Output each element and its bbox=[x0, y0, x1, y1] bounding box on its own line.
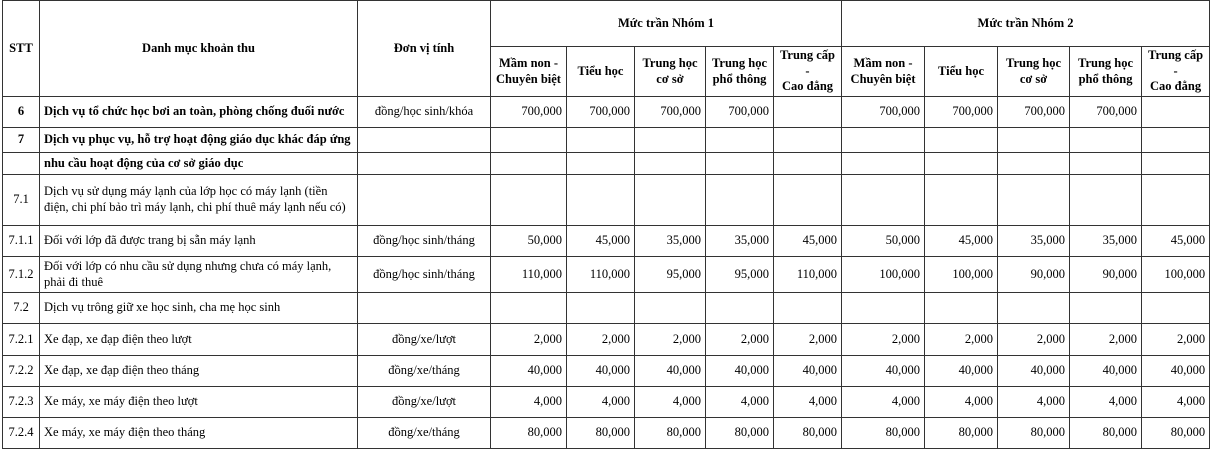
cell-amount-g1 bbox=[635, 175, 706, 226]
table-row bbox=[3, 175, 1210, 226]
table-row bbox=[3, 128, 1210, 153]
cell-amount-g1: 110,000 bbox=[491, 257, 567, 293]
cell-amount-g1: 700,000 bbox=[706, 97, 774, 128]
cell-amount-g1: 35,000 bbox=[635, 226, 706, 257]
cell-unit: đồng/xe/lượt bbox=[358, 324, 491, 356]
cell-unit: đồng/học sinh/tháng bbox=[358, 257, 491, 293]
cell-amount-g2 bbox=[842, 128, 925, 153]
cell-amount-g2: 2,000 bbox=[1070, 324, 1142, 356]
cell-amount-g1 bbox=[774, 153, 842, 175]
table-row bbox=[3, 356, 1210, 387]
cell-amount-g2: 700,000 bbox=[1070, 97, 1142, 128]
cell-amount-g1: 700,000 bbox=[635, 97, 706, 128]
cell-amount-g1 bbox=[774, 175, 842, 226]
cell-category: Dịch vụ tổ chức học bơi an toàn, phòng chống đuối nước bbox=[40, 97, 358, 128]
cell-amount-g2: 40,000 bbox=[1142, 356, 1210, 387]
header-level-line: Mầm non - bbox=[853, 55, 913, 70]
cell-stt: 7.2.3 bbox=[3, 387, 40, 418]
cell-stt: 7.1.2 bbox=[3, 257, 40, 293]
table-row bbox=[3, 153, 1210, 175]
cell-amount-g2: 90,000 bbox=[1070, 257, 1142, 293]
cell-amount-g1 bbox=[774, 293, 842, 324]
cell-amount-g1: 80,000 bbox=[706, 418, 774, 449]
cell-amount-g1 bbox=[567, 128, 635, 153]
header-level-line: cơ sở bbox=[656, 71, 684, 86]
cell-amount-g1: 80,000 bbox=[567, 418, 635, 449]
cell-amount-g2 bbox=[1070, 293, 1142, 324]
cell-amount-g1 bbox=[706, 153, 774, 175]
cell-amount-g1 bbox=[567, 175, 635, 226]
cell-amount-g2: 35,000 bbox=[998, 226, 1070, 257]
cell-amount-g1 bbox=[635, 153, 706, 175]
cell-amount-g2 bbox=[1070, 153, 1142, 175]
cell-amount-g2 bbox=[1070, 175, 1142, 226]
cell-category: nhu cầu hoạt động của cơ sở giáo dục bbox=[40, 153, 358, 175]
cell-unit: đồng/xe/tháng bbox=[358, 418, 491, 449]
header-level-line: Trung cấp - bbox=[1148, 48, 1204, 78]
cell-amount-g2 bbox=[925, 153, 998, 175]
header-level-line: Mầm non - bbox=[498, 55, 559, 70]
cell-unit bbox=[358, 175, 491, 226]
cell-amount-g1: 35,000 bbox=[706, 226, 774, 257]
cell-amount-g1: 700,000 bbox=[491, 97, 567, 128]
cell-amount-g2 bbox=[842, 175, 925, 226]
cell-amount-g1 bbox=[706, 175, 774, 226]
cell-amount-g2: 50,000 bbox=[842, 226, 925, 257]
cell-amount-g2: 4,000 bbox=[925, 387, 998, 418]
cell-amount-g2: 80,000 bbox=[998, 418, 1070, 449]
header-level-line: Trung học bbox=[1078, 55, 1134, 70]
cell-amount-g1: 40,000 bbox=[635, 356, 706, 387]
cell-amount-g2: 40,000 bbox=[998, 356, 1070, 387]
cell-amount-g1: 110,000 bbox=[774, 257, 842, 293]
table-row bbox=[3, 387, 1210, 418]
header-group-2: Mức trần Nhóm 2 bbox=[842, 1, 1210, 47]
cell-amount-g2: 100,000 bbox=[1142, 257, 1210, 293]
table-row bbox=[3, 324, 1210, 356]
cell-amount-g2 bbox=[1142, 175, 1210, 226]
header-level-line: Trung học bbox=[642, 55, 698, 70]
cell-amount-g1: 4,000 bbox=[567, 387, 635, 418]
cell-amount-g2: 80,000 bbox=[842, 418, 925, 449]
cell-amount-g2 bbox=[998, 293, 1070, 324]
header-level-g2 bbox=[1142, 47, 1210, 97]
header-category: Danh mục khoản thu bbox=[40, 1, 358, 97]
cell-amount-g2 bbox=[1142, 153, 1210, 175]
cell-stt bbox=[3, 153, 40, 175]
cell-amount-g1: 80,000 bbox=[491, 418, 567, 449]
cell-category: Dịch vụ phục vụ, hỗ trợ hoạt động giáo dục khác đáp ứng bbox=[40, 128, 358, 153]
header-level-line: phổ thông bbox=[712, 71, 767, 86]
cell-amount-g1: 700,000 bbox=[567, 97, 635, 128]
cell-amount-g1: 40,000 bbox=[774, 356, 842, 387]
header-level-line: Tiểu học bbox=[938, 63, 985, 78]
table-row bbox=[3, 418, 1210, 449]
cell-amount-g1: 4,000 bbox=[491, 387, 567, 418]
header-level-line: cơ sở bbox=[1019, 71, 1048, 86]
cell-amount-g2: 40,000 bbox=[1070, 356, 1142, 387]
cell-amount-g2 bbox=[1142, 128, 1210, 153]
cell-amount-g2: 40,000 bbox=[925, 356, 998, 387]
header-level-line: Chuyên biệt bbox=[850, 71, 916, 86]
cell-amount-g2: 80,000 bbox=[1070, 418, 1142, 449]
cell-amount-g2: 100,000 bbox=[925, 257, 998, 293]
cell-amount-g1 bbox=[635, 293, 706, 324]
cell-unit: đồng/học sinh/tháng bbox=[358, 226, 491, 257]
cell-amount-g2: 80,000 bbox=[1142, 418, 1210, 449]
cell-amount-g1: 2,000 bbox=[774, 324, 842, 356]
cell-unit bbox=[358, 153, 491, 175]
cell-stt: 6 bbox=[3, 97, 40, 128]
cell-unit bbox=[358, 293, 491, 324]
table-row bbox=[3, 257, 1210, 293]
cell-amount-g2: 4,000 bbox=[998, 387, 1070, 418]
cell-amount-g1: 95,000 bbox=[706, 257, 774, 293]
cell-amount-g1: 2,000 bbox=[491, 324, 567, 356]
cell-amount-g2 bbox=[1070, 128, 1142, 153]
header-level-line: Trung cấp - bbox=[780, 48, 836, 78]
cell-stt: 7.2.1 bbox=[3, 324, 40, 356]
cell-amount-g1 bbox=[491, 153, 567, 175]
header-level-g2 bbox=[998, 47, 1070, 97]
cell-amount-g2: 35,000 bbox=[1070, 226, 1142, 257]
header-level-g1 bbox=[635, 47, 706, 97]
cell-amount-g1: 80,000 bbox=[635, 418, 706, 449]
header-level-line: Chuyên biệt bbox=[496, 71, 561, 86]
cell-category: Dịch vụ trông giữ xe học sinh, cha mẹ học sinh bbox=[40, 293, 358, 324]
header-level-line: Cao đẳng bbox=[781, 79, 834, 94]
cell-amount-g2: 2,000 bbox=[925, 324, 998, 356]
cell-stt: 7 bbox=[3, 128, 40, 153]
cell-amount-g2: 80,000 bbox=[925, 418, 998, 449]
cell-amount-g1: 4,000 bbox=[774, 387, 842, 418]
header-level-line: Tiểu học bbox=[577, 63, 624, 78]
cell-amount-g1 bbox=[635, 128, 706, 153]
cell-amount-g1 bbox=[774, 97, 842, 128]
cell-amount-g1: 95,000 bbox=[635, 257, 706, 293]
cell-amount-g2: 700,000 bbox=[998, 97, 1070, 128]
cell-amount-g1 bbox=[491, 175, 567, 226]
cell-amount-g2: 700,000 bbox=[842, 97, 925, 128]
cell-amount-g1: 4,000 bbox=[635, 387, 706, 418]
cell-amount-g1: 40,000 bbox=[706, 356, 774, 387]
table-row bbox=[3, 97, 1210, 128]
cell-stt: 7.2.2 bbox=[3, 356, 40, 387]
cell-amount-g1: 40,000 bbox=[491, 356, 567, 387]
cell-amount-g1 bbox=[567, 293, 635, 324]
cell-amount-g1: 2,000 bbox=[706, 324, 774, 356]
cell-amount-g2 bbox=[998, 153, 1070, 175]
cell-amount-g1 bbox=[567, 153, 635, 175]
cell-stt: 7.2 bbox=[3, 293, 40, 324]
cell-category: Xe đạp, xe đạp điện theo tháng bbox=[40, 356, 358, 387]
cell-amount-g2: 2,000 bbox=[1142, 324, 1210, 356]
header-level-g1 bbox=[774, 47, 842, 97]
cell-amount-g2 bbox=[925, 128, 998, 153]
cell-amount-g1 bbox=[706, 293, 774, 324]
cell-amount-g2 bbox=[998, 175, 1070, 226]
table-row bbox=[3, 293, 1210, 324]
cell-amount-g2: 90,000 bbox=[998, 257, 1070, 293]
cell-amount-g2 bbox=[1142, 293, 1210, 324]
cell-amount-g1: 50,000 bbox=[491, 226, 567, 257]
header-group-1: Mức trần Nhóm 1 bbox=[491, 1, 842, 47]
fee-table bbox=[2, 0, 1210, 449]
cell-stt: 7.1.1 bbox=[3, 226, 40, 257]
header-level-g2 bbox=[925, 47, 998, 97]
cell-amount-g1: 45,000 bbox=[567, 226, 635, 257]
cell-amount-g2: 45,000 bbox=[1142, 226, 1210, 257]
cell-amount-g2: 4,000 bbox=[842, 387, 925, 418]
cell-amount-g1: 2,000 bbox=[635, 324, 706, 356]
cell-category: Dịch vụ sử dụng máy lạnh của lớp học có máy lạnh (tiền điện, chi phí bảo trì máy lạnh, chi phí thuê máy lạnh nếu có) bbox=[40, 175, 358, 226]
header-stt: STT bbox=[3, 1, 40, 97]
cell-unit: đồng/xe/lượt bbox=[358, 387, 491, 418]
header-level-g1 bbox=[567, 47, 635, 97]
cell-amount-g2: 2,000 bbox=[998, 324, 1070, 356]
cell-amount-g2 bbox=[1142, 97, 1210, 128]
cell-amount-g2: 45,000 bbox=[925, 226, 998, 257]
cell-amount-g1: 80,000 bbox=[774, 418, 842, 449]
cell-amount-g2: 40,000 bbox=[842, 356, 925, 387]
cell-amount-g2: 4,000 bbox=[1142, 387, 1210, 418]
cell-amount-g1 bbox=[491, 293, 567, 324]
cell-category: Xe máy, xe máy điện theo tháng bbox=[40, 418, 358, 449]
cell-amount-g1 bbox=[706, 128, 774, 153]
cell-stt: 7.2.4 bbox=[3, 418, 40, 449]
header-level-line: Trung học bbox=[1006, 55, 1062, 70]
cell-amount-g2 bbox=[925, 293, 998, 324]
cell-amount-g2: 700,000 bbox=[925, 97, 998, 128]
cell-category: Đối với lớp đã được trang bị sẵn máy lạnh bbox=[40, 226, 358, 257]
header-level-g1 bbox=[706, 47, 774, 97]
cell-amount-g1: 2,000 bbox=[567, 324, 635, 356]
cell-amount-g1: 45,000 bbox=[774, 226, 842, 257]
header-level-g1 bbox=[491, 47, 567, 97]
cell-amount-g1: 4,000 bbox=[706, 387, 774, 418]
cell-amount-g1 bbox=[491, 128, 567, 153]
cell-unit: đồng/xe/tháng bbox=[358, 356, 491, 387]
header-unit: Đơn vị tính bbox=[358, 1, 491, 97]
header-level-g2 bbox=[842, 47, 925, 97]
cell-unit bbox=[358, 128, 491, 153]
cell-amount-g2 bbox=[842, 293, 925, 324]
cell-amount-g2: 4,000 bbox=[1070, 387, 1142, 418]
cell-amount-g1: 40,000 bbox=[567, 356, 635, 387]
cell-amount-g1 bbox=[774, 128, 842, 153]
cell-amount-g2 bbox=[842, 153, 925, 175]
cell-category: Xe đạp, xe đạp điện theo lượt bbox=[40, 324, 358, 356]
header-level-line: Cao đẳng bbox=[1150, 79, 1202, 94]
cell-category: Xe máy, xe máy điện theo lượt bbox=[40, 387, 358, 418]
header-level-line: Trung học bbox=[712, 55, 767, 70]
header-level-g2 bbox=[1070, 47, 1142, 97]
cell-amount-g1: 110,000 bbox=[567, 257, 635, 293]
cell-unit: đồng/học sinh/khóa bbox=[358, 97, 491, 128]
cell-amount-g2 bbox=[998, 128, 1070, 153]
cell-amount-g2: 100,000 bbox=[842, 257, 925, 293]
table-row bbox=[3, 226, 1210, 257]
header-level-line: phổ thông bbox=[1078, 71, 1133, 86]
cell-stt: 7.1 bbox=[3, 175, 40, 226]
cell-amount-g2 bbox=[925, 175, 998, 226]
cell-category: Đối với lớp có nhu cầu sử dụng nhưng chưa có máy lạnh, phải đi thuê bbox=[40, 257, 358, 293]
cell-amount-g2: 2,000 bbox=[842, 324, 925, 356]
